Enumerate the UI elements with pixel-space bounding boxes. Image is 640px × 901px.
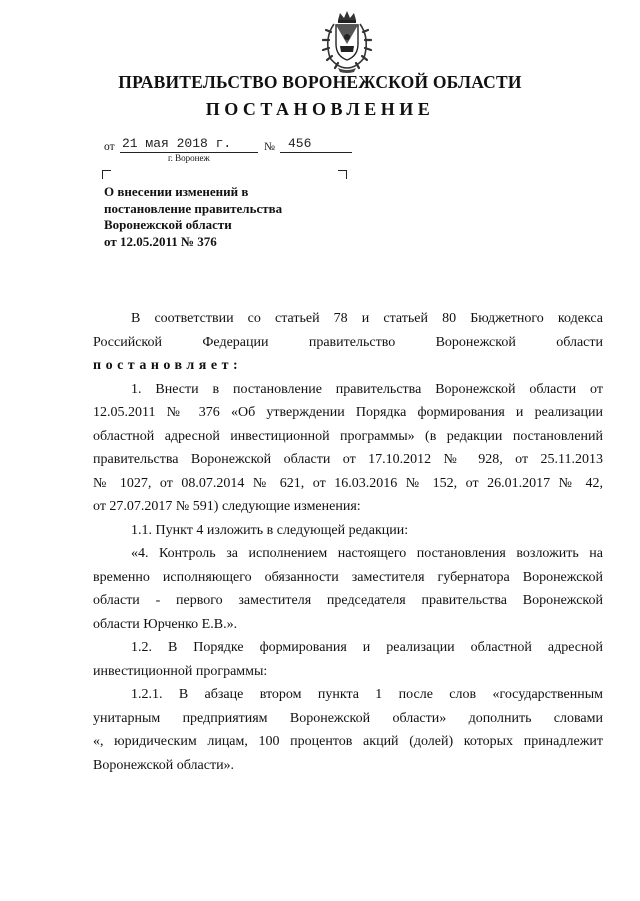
date-prefix: от: [104, 141, 115, 153]
paragraph-line: № 1027, от 08.07.2014 № 621, от 16.03.2016 № 152, от 26.01.2017 № 42,: [93, 475, 603, 491]
paragraph-line: от 27.07.2017 № 591) следующие изменения:: [93, 499, 361, 514]
city-label: г. Воронеж: [168, 153, 210, 163]
paragraph-line: 1.2. В Порядке формирования и реализации областной адресной: [131, 640, 603, 655]
paragraph-line: 12.05.2011 № 376 «Об утверждении Порядка формирования и реализации: [93, 405, 603, 420]
document-type-title: ПОСТАНОВЛЕНИЕ: [205, 99, 435, 119]
subject-corner-right: [338, 170, 347, 179]
paragraph-line: В соответствии со статьей 78 и статьей 80 Бюджетного кодекса: [131, 311, 603, 326]
paragraph-line: области Юрченко Е.В.».: [93, 616, 238, 632]
paragraph-line: 1. Внести в постановление правительства Воронежской области от: [131, 381, 603, 397]
document-subject: [104, 184, 344, 250]
subject-line: от 12.05.2011 № 376: [104, 233, 217, 249]
paragraph-line: Российской Федерации правительство Воронежской области: [93, 334, 603, 350]
subject-line: О внесении изменений в: [104, 184, 249, 199]
date-number-line: [104, 136, 364, 160]
government-title: ПРАВИТЕЛЬСТВО ВОРОНЕЖСКОЙ ОБЛАСТИ: [118, 72, 522, 92]
subject-corner-left: [102, 170, 111, 179]
paragraph-line: «4. Контроль за исполнением настоящего постановления возложить на: [131, 546, 603, 561]
number-underline: [280, 152, 352, 153]
number-value: 456: [288, 136, 312, 151]
paragraph-line: временно исполняющего обязанности заместителя губернатора Воронежской: [93, 569, 603, 585]
paragraph-line: 1.1. Пункт 4 изложить в следующей редакции:: [131, 522, 409, 538]
number-prefix: №: [264, 141, 275, 153]
subject-line: Воронежской области: [104, 217, 232, 232]
paragraph-line: «, юридическим лицам, 100 процентов акций (долей) которых принадлежит: [93, 734, 603, 749]
paragraph-line: Воронежской области».: [93, 757, 235, 773]
paragraph-line: областной адресной инвестиционной программы» (в редакции постановлений: [93, 428, 603, 444]
document-body: [93, 307, 603, 777]
paragraph-line: 1.2.1. В абзаце втором пункта 1 после слов «государственным: [131, 687, 603, 702]
paragraph-line: области - первого заместителя председателя правительства Воронежской: [93, 593, 603, 608]
coat-of-arms-emblem: [318, 10, 376, 74]
subject-line: постановление правительства: [104, 200, 283, 216]
paragraph-line: унитарным предприятиям Воронежской области» дополнить словами: [93, 710, 603, 726]
paragraph-line: правительства Воронежской области от 17.10.2012 № 928, от 25.11.2013: [93, 452, 603, 467]
resolves-word: постановляет:: [93, 358, 243, 373]
date-value: 21 мая 2018 г.: [122, 136, 232, 151]
paragraph-line: инвестиционной программы:: [93, 663, 268, 679]
